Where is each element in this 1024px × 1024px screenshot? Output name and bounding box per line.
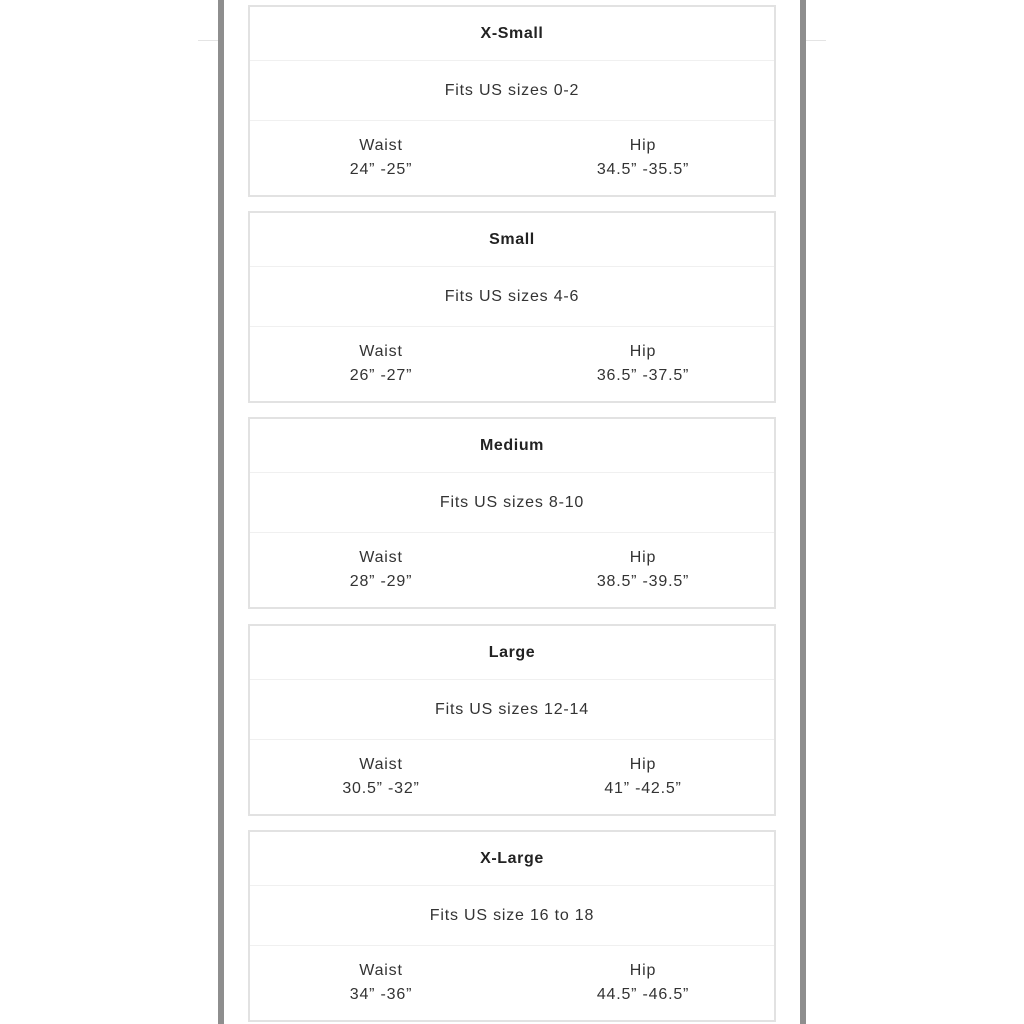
measurements-row (250, 327, 774, 401)
size-fit-text: Fits US sizes 0-2 (250, 61, 774, 121)
waist-measure (250, 134, 512, 182)
size-chart-panel[interactable] (224, 0, 800, 1024)
waist-measure (250, 546, 512, 594)
waist-measure (250, 340, 512, 388)
waist-measure (250, 753, 512, 801)
waist-value: 30.5” -32” (342, 780, 420, 797)
frame-border-right (800, 0, 806, 1024)
hip-value: 34.5” -35.5” (596, 161, 690, 178)
waist-value: 34” -36” (349, 986, 413, 1003)
size-name: Large (250, 626, 774, 680)
edge-mark (806, 40, 826, 41)
hip-label: Hip (629, 343, 657, 360)
left-margin (0, 0, 218, 1024)
measurements-row (250, 946, 774, 1020)
measurements-row (250, 533, 774, 607)
hip-label: Hip (629, 549, 657, 566)
waist-value: 28” -29” (349, 573, 413, 590)
hip-measure (512, 340, 774, 388)
hip-value: 41” -42.5” (604, 780, 682, 797)
size-name: Small (250, 213, 774, 267)
waist-value: 26” -27” (349, 367, 413, 384)
size-name: Medium (250, 419, 774, 473)
hip-measure (512, 546, 774, 594)
size-card-large (248, 624, 776, 816)
waist-label: Waist (359, 962, 403, 979)
hip-label: Hip (629, 962, 657, 979)
size-fit-text: Fits US sizes 12-14 (250, 680, 774, 740)
hip-label: Hip (629, 137, 657, 154)
waist-label: Waist (359, 756, 403, 773)
size-name: X-Large (250, 832, 774, 886)
size-fit-text: Fits US size 16 to 18 (250, 886, 774, 946)
hip-measure (512, 753, 774, 801)
hip-measure (512, 134, 774, 182)
waist-label: Waist (359, 343, 403, 360)
waist-value: 24” -25” (349, 161, 413, 178)
waist-label: Waist (359, 549, 403, 566)
waist-measure (250, 959, 512, 1007)
measurements-row (250, 121, 774, 195)
hip-label: Hip (629, 756, 657, 773)
measurements-row (250, 740, 774, 814)
size-card-medium (248, 417, 776, 609)
waist-label: Waist (359, 137, 403, 154)
size-fit-text: Fits US sizes 4-6 (250, 267, 774, 327)
hip-measure (512, 959, 774, 1007)
size-name: X-Small (250, 7, 774, 61)
edge-mark (198, 40, 218, 41)
size-card-x-large (248, 830, 776, 1022)
size-card-x-small (248, 5, 776, 197)
size-fit-text: Fits US sizes 8-10 (250, 473, 774, 533)
size-card-small (248, 211, 776, 403)
hip-value: 38.5” -39.5” (596, 573, 690, 590)
hip-value: 36.5” -37.5” (596, 367, 690, 384)
hip-value: 44.5” -46.5” (596, 986, 690, 1003)
